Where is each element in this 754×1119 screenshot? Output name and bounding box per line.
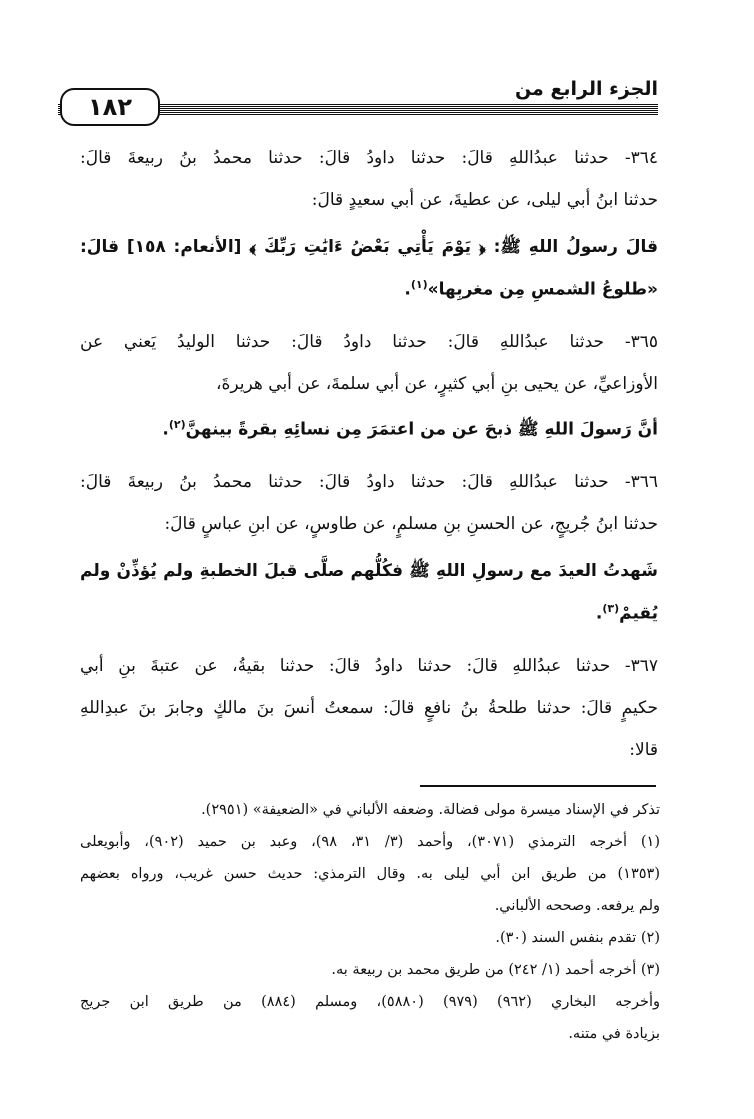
footnote-3-line-2: وأخرجه البخاري (٩٦٢) (٩٧٩) (٥٨٨٠)، ومسلم (٨٨٤) من طريق ابن جريج <box>80 994 660 1010</box>
page-header <box>58 78 658 124</box>
footnote-ref-1: (١) <box>410 278 428 291</box>
hadith-366-matn: يُقيمْ <box>619 603 658 624</box>
hadith-365-line-3: أنَّ رَسولَ اللهِ ﷺ ذبحَ عن من اعتمَرَ مِن نسائِهِ بقرةً بينهنَّ$^{(٢)}$. <box>162 418 658 440</box>
footnote-1-line-2: (١٣٥٣) من طريق ابن أبي ليلى به. وقال الترمذي: حديث حسن غريب، ورواه بعضهم <box>80 866 660 882</box>
footnote-ref-2: (٢) <box>168 418 186 431</box>
footnote-3-line-1: (٣) أخرجه أحمد (١/ ٢٤٢) من طريق محمد بن ربيعة به. <box>331 962 660 978</box>
hadith-366-line-3: شَهدتُ العيدَ مع رسولِ اللهِ ﷺ فكُلُّهم صلَّى قبلَ الخطبةِ ولم يُؤذِّنْ ولم <box>80 561 658 581</box>
hadith-367-line-1: ٣٦٧- حدثنا عبدُاللهِ قالَ: حدثنا داودُ قالَ: حدثنا بقيةُ، عن عتبةَ بنِ أبي <box>80 656 658 676</box>
hadith-364-matn: «طلوعُ الشمسِ مِن مغربِها» <box>427 279 658 300</box>
hadith-366-line-4: يُقيمْ$^{(٣)}$. <box>595 602 658 624</box>
hadith-365-matn: أنَّ رَسولَ اللهِ ﷺ ذبحَ عن من اعتمَرَ مِن نسائِهِ بقرةً بينهنَّ <box>185 419 658 440</box>
hadith-364-line-4: «طلوعُ الشمسِ مِن مغربِها»$^{(١)}$. <box>404 278 658 300</box>
hadith-367-line-3: قالا: <box>629 740 658 760</box>
hadith-364-line-3: قالَ رسولُ اللهِ ﷺ: ﴿ يَوْمَ يَأْتِي بَعْضُ ءَايَٰتِ رَبِّكَ ﴾ [الأنعام: ١٥٨] قالَ: <box>80 237 658 257</box>
footnote-2: (٢) تقدم بنفس السند (٣٠). <box>495 930 660 946</box>
footnote-1-line-1: (١) أخرجه الترمذي (٣٠٧١)، وأحمد (٣/ ٣١، ٩٨)، وعبد بن حميد (٩٠٢)، وأبويعلى <box>80 834 661 850</box>
page-number: ١٨٢ <box>60 88 160 126</box>
hadith-365-line-1: ٣٦٥- حدثنا عبدُاللهِ قالَ: حدثنا داودُ قالَ: حدثنا الوليدُ يَعني عن <box>80 332 658 352</box>
footnote-separator <box>420 785 656 787</box>
hadith-366-line-2: حدثنا ابنُ جُريجٍ، عن الحسنِ بنِ مسلمٍ، عن طاوسٍ، عن ابنِ عباسٍ قالَ: <box>164 514 658 534</box>
footnote-1-line-3: ولم يرفعه. وصححه الألباني. <box>494 898 660 914</box>
running-title: الجزء الرابع من <box>507 78 658 100</box>
hadith-365-line-2: الأوزاعيِّ، عن يحيى بنِ أبي كثيرٍ، عن أبي سلمةَ، عن أبي هريرةَ، <box>216 374 658 394</box>
footnote-line: تذكر في الإسناد ميسرة مولى فضالة. وضعفه الألباني في «الضعيفة» (٢٩٥١). <box>201 802 660 818</box>
hadith-364-line-2: حدثنا ابنُ أبي ليلى، عن عطيةَ، عن أبي سعيدٍ قالَ: <box>311 190 658 210</box>
hadith-366-line-1: ٣٦٦- حدثنا عبدُاللهِ قالَ: حدثنا داودُ قالَ: حدثنا محمدُ بنُ ربيعةَ قالَ: <box>80 472 658 492</box>
hadith-364-line-1: ٣٦٤- حدثنا عبدُاللهِ قالَ: حدثنا داودُ قالَ: حدثنا محمدُ بنُ ربيعةَ قالَ: <box>80 148 658 168</box>
footnote-3-line-3: بزيادة في متنه. <box>568 1026 660 1042</box>
hadith-367-line-2: حكيمٍ قالَ: حدثنا طلحةُ بنُ نافعٍ قالَ: سمعتُ أنسَ بنَ مالكٍ وجابرَ بنَ عبدِاللهِ <box>80 698 658 718</box>
footnote-ref-3: (٣) <box>602 602 620 615</box>
